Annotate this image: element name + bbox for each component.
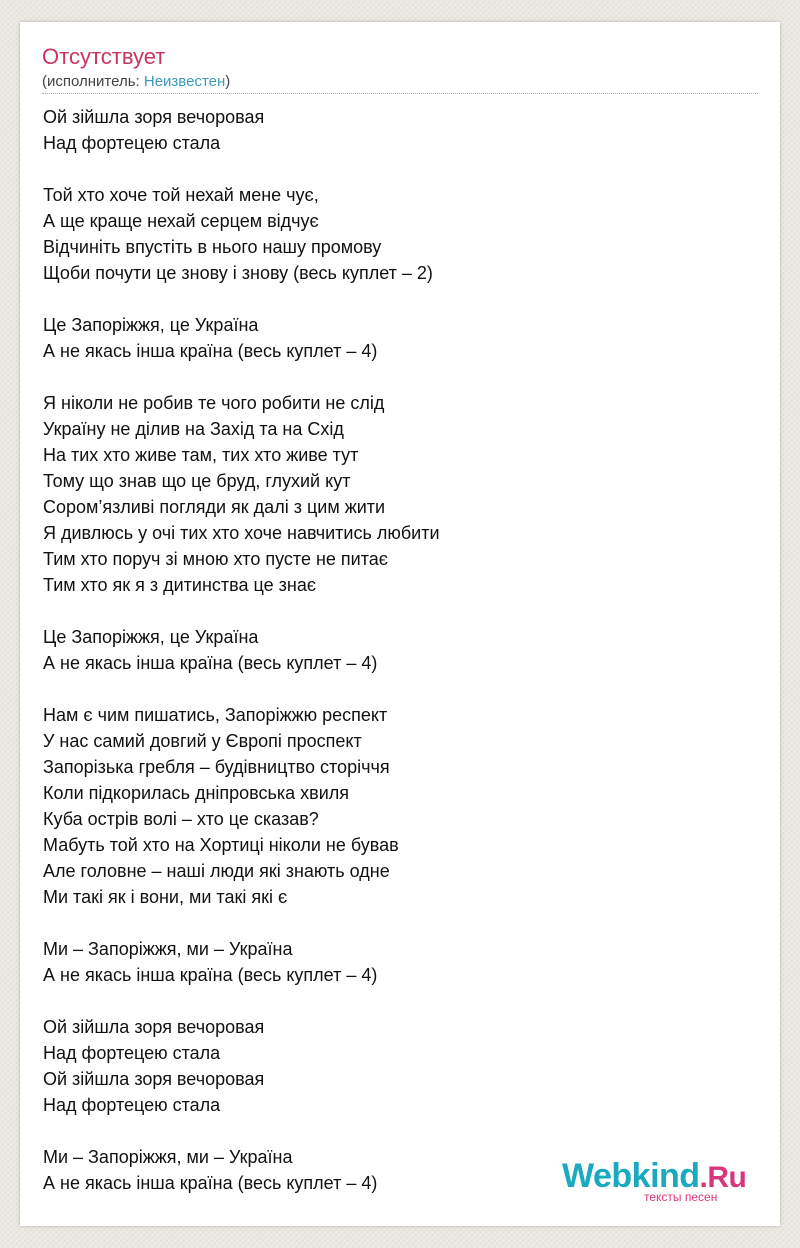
lyric-line: Тому що знав що це бруд, глухий кут — [43, 471, 351, 491]
lyric-line: Той хто хоче той нехай мене чує, — [43, 185, 319, 205]
logo-tld: .Ru — [699, 1161, 747, 1194]
lyric-line: Запорізька гребля – будівництво сторіччя — [43, 757, 390, 777]
lyric-line: Ой зійшла зоря вечоровая — [43, 107, 265, 127]
lyric-line: Це Запоріжжя, це Україна — [43, 315, 259, 335]
lyric-line: Я ніколи не робив те чого робити не слід — [43, 393, 385, 413]
artist-prefix: (исполнитель: — [42, 73, 144, 90]
lyric-line: Мабуть той хто на Хортиці ніколи не бував — [43, 835, 399, 855]
lyric-line: А не якась інша країна (весь куплет – 4) — [43, 341, 378, 361]
artist-suffix: ) — [225, 73, 231, 90]
lyric-line: Ой зійшла зоря вечоровая — [43, 1069, 265, 1089]
lyric-line: Але головне – наші люди які знають одне — [43, 861, 390, 881]
lyric-line: Куба острів волі – хто це сказав? — [43, 809, 319, 829]
song-title: Отсутствует — [42, 44, 166, 69]
lyric-line: Тим хто як я з дитинства це знає — [43, 575, 317, 595]
lyric-line: Щоби почути це знову і знову (весь куплет – 2) — [43, 263, 433, 283]
lyrics-card — [20, 22, 780, 1226]
lyric-line: Україну не ділив на Захід та на Схід — [43, 419, 344, 439]
logo-name: Webkind — [562, 1157, 700, 1195]
lyric-line: Коли підкорилась дніпровська хвиля — [43, 783, 350, 803]
lyric-line: Тим хто поруч зі мною хто пусте не питає — [43, 549, 388, 569]
lyric-line: А не якась інша країна (весь куплет – 4) — [43, 653, 378, 673]
stanza-break — [43, 910, 440, 936]
stanza-break — [43, 988, 440, 1014]
lyric-line: Ми – Запоріжжя, ми – Україна — [43, 939, 293, 959]
lyric-line: Сором’язливі погляди як далі з цим жити — [43, 497, 386, 517]
lyric-line: Над фортецею стала — [43, 1095, 221, 1115]
site-logo[interactable] — [562, 1156, 772, 1204]
artist-link[interactable]: Неизвестен — [143, 73, 226, 90]
stanza-break — [43, 364, 440, 390]
lyric-line: А не якась інша країна (весь куплет – 4) — [43, 1173, 378, 1193]
stanza-break — [43, 1118, 440, 1144]
lyric-line: А не якась інша країна (весь куплет – 4) — [43, 965, 378, 985]
lyric-line: Над фортецею стала — [43, 1043, 221, 1063]
stanza-break — [43, 676, 440, 702]
stanza-break — [43, 598, 440, 624]
stanza-break — [43, 156, 440, 182]
lyric-line: Ми такі як і вони, ми такі які є — [43, 887, 288, 907]
lyric-line: Це Запоріжжя, це Україна — [43, 627, 259, 647]
lyric-line: Ой зійшла зоря вечоровая — [43, 1017, 265, 1037]
lyric-line: Я дивлюсь у очі тих хто хоче навчитись любити — [43, 523, 440, 543]
lyric-line: Ми – Запоріжжя, ми – Україна — [43, 1147, 293, 1167]
lyric-line: Над фортецею стала — [43, 133, 221, 153]
lyric-line: Відчиніть впустіть в нього нашу промову — [43, 237, 382, 257]
lyric-line: Нам є чим пишатись, Запоріжжю респект — [43, 705, 388, 725]
lyric-line: А ще краще нехай серцем відчує — [43, 211, 319, 231]
logo-tagline: тексты песен — [644, 1190, 718, 1204]
lyric-line: На тих хто живе там, тих хто живе тут — [43, 445, 359, 465]
divider — [42, 93, 758, 94]
stanza-break — [43, 286, 440, 312]
artist-line — [42, 73, 230, 91]
lyric-line: У нас самий довгий у Європі проспект — [43, 731, 362, 751]
lyrics-text — [43, 104, 440, 1196]
